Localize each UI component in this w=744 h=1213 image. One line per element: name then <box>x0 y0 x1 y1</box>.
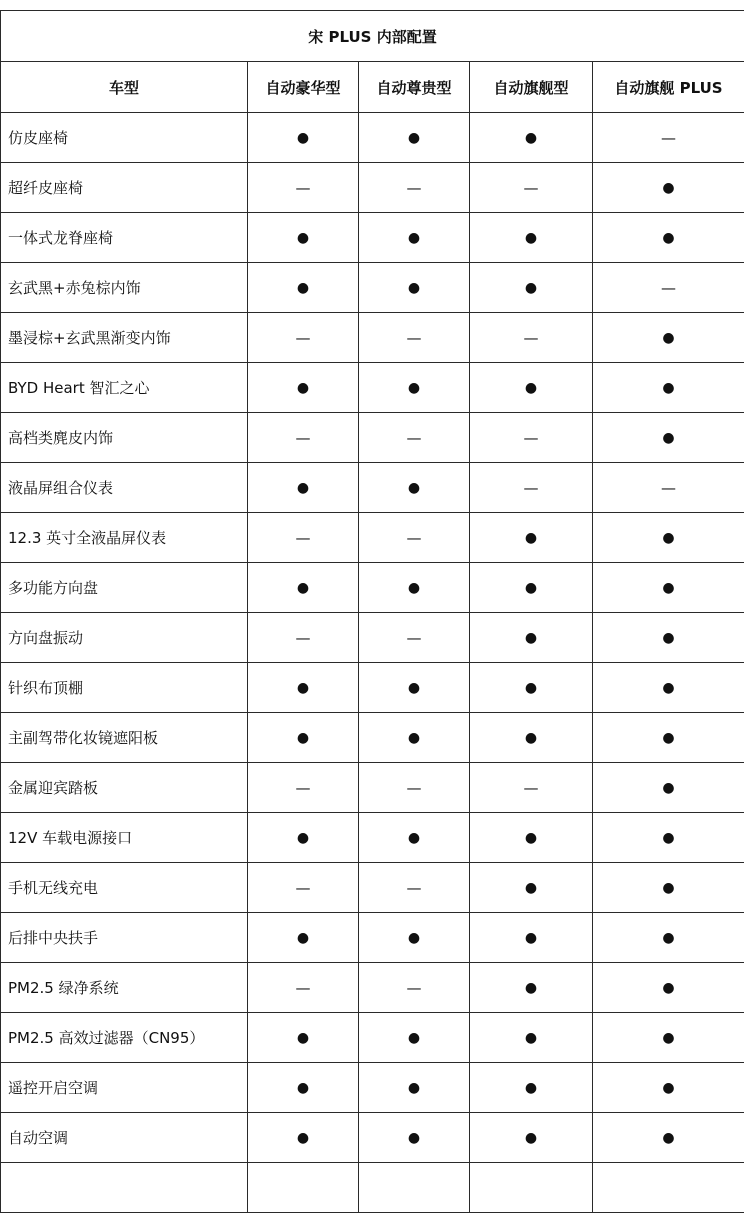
feature-standard-mark: ● <box>470 1113 593 1163</box>
feature-standard-mark: ● <box>470 613 593 663</box>
feature-standard-mark: ● <box>593 1113 744 1163</box>
feature-standard-mark: ● <box>593 763 744 813</box>
feature-standard-mark: ● <box>593 663 744 713</box>
feature-standard-mark: ● <box>359 263 470 313</box>
feature-unavailable-mark: — <box>470 163 593 213</box>
feature-unavailable-mark: — <box>359 863 470 913</box>
feature-standard-mark: ● <box>470 513 593 563</box>
feature-standard-mark: ● <box>248 1013 359 1063</box>
table-row <box>1 363 744 413</box>
table-row <box>1 913 744 963</box>
column-header-trim-2: 自动尊贵型 <box>359 62 470 113</box>
table-row <box>1 713 744 763</box>
feature-standard-mark: ● <box>470 1063 593 1113</box>
feature-standard-mark: ● <box>248 913 359 963</box>
row-label: 后排中央扶手 <box>1 913 248 963</box>
feature-unavailable-mark: — <box>359 613 470 663</box>
feature-unavailable-mark: — <box>470 463 593 513</box>
row-label: 遥控开启空调 <box>1 1063 248 1113</box>
feature-standard-mark: ● <box>470 263 593 313</box>
feature-unavailable-mark: — <box>359 163 470 213</box>
feature-standard-mark: ● <box>593 313 744 363</box>
row-label: 液晶屏组合仪表 <box>1 463 248 513</box>
feature-unavailable-mark: — <box>248 963 359 1013</box>
cut-off-cell <box>1 1163 248 1213</box>
row-label: 墨浸棕+玄武黑渐变内饰 <box>1 313 248 363</box>
feature-unavailable-mark: — <box>359 513 470 563</box>
cut-off-cell <box>248 1163 359 1213</box>
table-row <box>1 213 744 263</box>
feature-standard-mark: ● <box>593 413 744 463</box>
feature-standard-mark: ● <box>593 513 744 563</box>
table-row <box>1 763 744 813</box>
feature-standard-mark: ● <box>248 713 359 763</box>
feature-unavailable-mark: — <box>248 413 359 463</box>
feature-standard-mark: ● <box>359 363 470 413</box>
feature-unavailable-mark: — <box>593 113 744 163</box>
table-body <box>1 113 744 1213</box>
feature-standard-mark: ● <box>470 713 593 763</box>
feature-standard-mark: ● <box>248 463 359 513</box>
row-label: 高档类麂皮内饰 <box>1 413 248 463</box>
table-row <box>1 1113 744 1163</box>
feature-unavailable-mark: — <box>359 963 470 1013</box>
feature-standard-mark: ● <box>470 963 593 1013</box>
table-row <box>1 563 744 613</box>
feature-unavailable-mark: — <box>359 763 470 813</box>
row-label: 方向盘振动 <box>1 613 248 663</box>
row-label: 多功能方向盘 <box>1 563 248 613</box>
feature-standard-mark: ● <box>359 1013 470 1063</box>
feature-standard-mark: ● <box>593 913 744 963</box>
row-label: PM2.5 绿净系统 <box>1 963 248 1013</box>
table-row <box>1 113 744 163</box>
feature-unavailable-mark: — <box>248 163 359 213</box>
feature-standard-mark: ● <box>248 213 359 263</box>
cut-off-cell <box>359 1163 470 1213</box>
feature-standard-mark: ● <box>359 913 470 963</box>
feature-unavailable-mark: — <box>593 263 744 313</box>
feature-standard-mark: ● <box>359 813 470 863</box>
table-row <box>1 463 744 513</box>
table-row <box>1 263 744 313</box>
table-row <box>1 1013 744 1063</box>
feature-standard-mark: ● <box>359 213 470 263</box>
feature-standard-mark: ● <box>593 563 744 613</box>
feature-standard-mark: ● <box>593 963 744 1013</box>
feature-standard-mark: ● <box>359 1063 470 1113</box>
table-row <box>1 963 744 1013</box>
feature-standard-mark: ● <box>359 113 470 163</box>
feature-standard-mark: ● <box>248 113 359 163</box>
feature-standard-mark: ● <box>248 1113 359 1163</box>
feature-standard-mark: ● <box>248 1063 359 1113</box>
feature-standard-mark: ● <box>593 713 744 763</box>
table-row-cut-off <box>1 1163 744 1213</box>
row-label: BYD Heart 智汇之心 <box>1 363 248 413</box>
feature-unavailable-mark: — <box>359 313 470 363</box>
column-header-trim-3: 自动旗舰型 <box>470 62 593 113</box>
row-label: 12V 车载电源接口 <box>1 813 248 863</box>
feature-standard-mark: ● <box>248 663 359 713</box>
feature-standard-mark: ● <box>248 363 359 413</box>
feature-standard-mark: ● <box>470 813 593 863</box>
feature-standard-mark: ● <box>248 263 359 313</box>
feature-standard-mark: ● <box>470 913 593 963</box>
row-label: PM2.5 高效过滤器（CN95） <box>1 1013 248 1063</box>
feature-standard-mark: ● <box>593 213 744 263</box>
feature-standard-mark: ● <box>593 1063 744 1113</box>
feature-unavailable-mark: — <box>470 313 593 363</box>
feature-unavailable-mark: — <box>248 513 359 563</box>
row-label: 超纤皮座椅 <box>1 163 248 213</box>
row-label: 一体式龙脊座椅 <box>1 213 248 263</box>
cut-off-cell <box>470 1163 593 1213</box>
feature-standard-mark: ● <box>248 813 359 863</box>
row-label: 手机无线充电 <box>1 863 248 913</box>
feature-standard-mark: ● <box>470 863 593 913</box>
feature-standard-mark: ● <box>593 1013 744 1063</box>
column-header-trim-4: 自动旗舰 PLUS <box>593 62 744 113</box>
feature-standard-mark: ● <box>470 113 593 163</box>
feature-standard-mark: ● <box>593 863 744 913</box>
table-row <box>1 813 744 863</box>
feature-standard-mark: ● <box>359 563 470 613</box>
feature-standard-mark: ● <box>593 363 744 413</box>
feature-unavailable-mark: — <box>470 413 593 463</box>
column-header-model: 车型 <box>1 62 248 113</box>
table-row <box>1 513 744 563</box>
table-row <box>1 863 744 913</box>
header-row <box>1 62 744 113</box>
feature-standard-mark: ● <box>359 663 470 713</box>
spec-table <box>0 10 744 1213</box>
feature-unavailable-mark: — <box>248 763 359 813</box>
table-row <box>1 313 744 363</box>
table-row <box>1 613 744 663</box>
feature-unavailable-mark: — <box>593 463 744 513</box>
table-title: 宋 PLUS 内部配置 <box>1 11 744 62</box>
feature-standard-mark: ● <box>359 1113 470 1163</box>
feature-unavailable-mark: — <box>470 763 593 813</box>
table-row <box>1 413 744 463</box>
feature-standard-mark: ● <box>248 563 359 613</box>
feature-unavailable-mark: — <box>248 313 359 363</box>
row-label: 自动空调 <box>1 1113 248 1163</box>
column-header-trim-1: 自动豪华型 <box>248 62 359 113</box>
row-label: 金属迎宾踏板 <box>1 763 248 813</box>
feature-standard-mark: ● <box>470 213 593 263</box>
feature-unavailable-mark: — <box>248 613 359 663</box>
table-row <box>1 663 744 713</box>
row-label: 仿皮座椅 <box>1 113 248 163</box>
feature-standard-mark: ● <box>359 713 470 763</box>
feature-standard-mark: ● <box>593 163 744 213</box>
feature-unavailable-mark: — <box>359 413 470 463</box>
feature-standard-mark: ● <box>470 1013 593 1063</box>
feature-standard-mark: ● <box>470 363 593 413</box>
feature-standard-mark: ● <box>593 613 744 663</box>
row-label: 主副驾带化妆镜遮阳板 <box>1 713 248 763</box>
feature-standard-mark: ● <box>593 813 744 863</box>
row-label: 玄武黑+赤兔棕内饰 <box>1 263 248 313</box>
table-row <box>1 163 744 213</box>
feature-standard-mark: ● <box>470 563 593 613</box>
table-row <box>1 1063 744 1113</box>
feature-unavailable-mark: — <box>248 863 359 913</box>
row-label: 针织布顶棚 <box>1 663 248 713</box>
row-label: 12.3 英寸全液晶屏仪表 <box>1 513 248 563</box>
cut-off-cell <box>593 1163 744 1213</box>
feature-standard-mark: ● <box>470 663 593 713</box>
title-row <box>1 11 744 62</box>
feature-standard-mark: ● <box>359 463 470 513</box>
spec-sheet <box>0 10 744 1213</box>
